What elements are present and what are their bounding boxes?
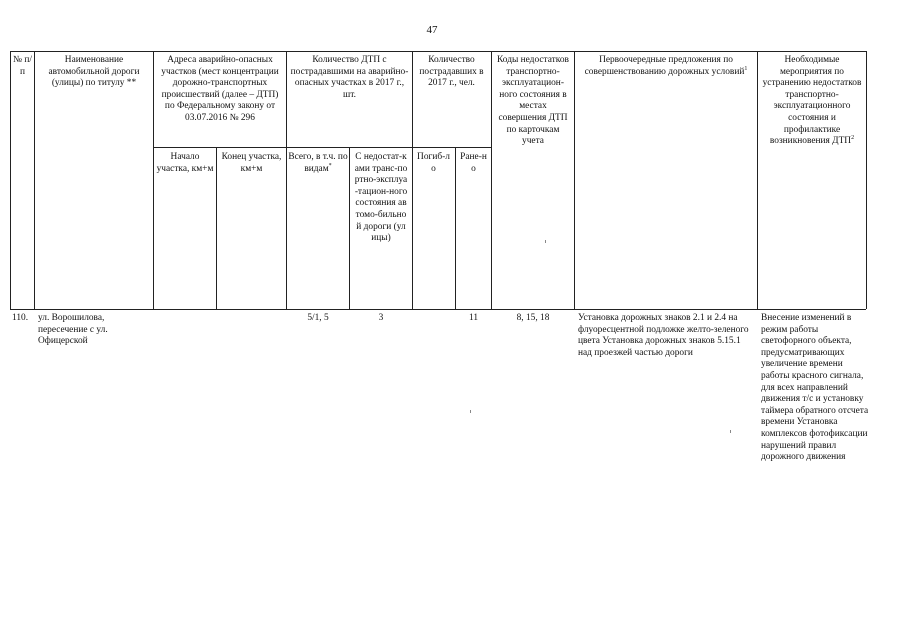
table-top-border bbox=[10, 51, 866, 52]
page-number: 47 bbox=[426, 24, 438, 36]
header-dtp-count: Количество ДТП с пострадавшими на аварийно-опасных участках в 2017 г., шт. bbox=[290, 55, 409, 100]
header-road-name: Наименование автомобильной дороги (улицы) по титулу ** bbox=[48, 55, 140, 89]
footnote-mark: 2 bbox=[851, 135, 855, 142]
row-measures: Внесение изменений в режим работы светофорного объекта, предусматривающих увеличение времени работы красного сигнала, для всех направлений движения т/с и установку таймера обратного отсчета времени Установка комплексов фотофиксации нарушений правил дорожного движения bbox=[761, 313, 869, 463]
header-end: Конец участка, км+м bbox=[221, 152, 282, 174]
footnote-mark: * bbox=[328, 162, 332, 169]
scan-speck bbox=[470, 410, 471, 413]
header-proposals-text: Первоочередные предложения по совершенствованию дорожных условий bbox=[584, 55, 745, 77]
header-injured: Ране-но bbox=[460, 152, 487, 174]
col-divider bbox=[412, 51, 413, 309]
row-road-name: ул. Ворошилова, пересечение с ул. Офицерской bbox=[38, 313, 108, 347]
header-start: Начало участка, км+м bbox=[156, 152, 214, 174]
row-dtp-with-defects: 3 bbox=[378, 313, 384, 323]
col-divider bbox=[574, 51, 575, 309]
scan-speck bbox=[730, 430, 731, 433]
group-header-divider bbox=[153, 147, 491, 148]
scan-speck bbox=[545, 240, 546, 243]
footnote-mark: 1 bbox=[744, 65, 748, 72]
header-dtp-with-defects: С недостат-ками транс-портно-эксплуа-тацион-ного состояния автомо-бильной дороги (улицы) bbox=[354, 152, 408, 244]
header-num: № п/п bbox=[13, 55, 32, 77]
header-bottom-border bbox=[10, 309, 866, 310]
col-divider bbox=[34, 51, 35, 309]
col-divider bbox=[491, 51, 492, 309]
header-measures bbox=[761, 55, 863, 148]
col-divider bbox=[286, 51, 287, 309]
header-dtp-total bbox=[288, 152, 348, 175]
col-divider bbox=[349, 147, 350, 309]
row-dtp-total: 5/1, 5 bbox=[307, 313, 329, 323]
col-divider bbox=[455, 147, 456, 309]
header-addresses: Адреса аварийно-опасных участков (мест концентрации дорожно-транспортных происшествий (далее – ДТП) по Федеральному закону от 03.07.2016 № 296 bbox=[161, 55, 279, 123]
header-killed: Погиб-ло bbox=[417, 152, 450, 174]
col-divider bbox=[153, 51, 154, 309]
table-left-border bbox=[10, 51, 11, 309]
row-proposals: Установка дорожных знаков 2.1 и 2.4 на флуоресцентной подложке желто-зеленого цвета Установка дорожных знаков 5.15.1 над проезжей частью дороги bbox=[578, 313, 749, 358]
header-victims-count: Количество пострадавших в 2017 г., чел. bbox=[419, 55, 484, 89]
row-defect-codes: 8, 15, 18 bbox=[516, 313, 550, 323]
row-injured: 11 bbox=[468, 313, 479, 323]
row-num: 110. bbox=[12, 313, 29, 323]
col-divider bbox=[757, 51, 758, 309]
table-right-border bbox=[866, 51, 867, 309]
header-dtp-total-text: Всего, в т.ч. по видам bbox=[288, 152, 348, 174]
header-defect-codes: Коды недостатков транспортно-эксплуатацион-ного состояния в местах совершения ДТП по карточкам учета bbox=[497, 55, 569, 147]
header-proposals bbox=[578, 55, 754, 78]
col-divider bbox=[216, 147, 217, 309]
header-measures-text: Необходимые мероприятия по устранению недостатков транспортно-эксплуатационного состояния и профилактике возникновения ДТП bbox=[762, 55, 862, 147]
